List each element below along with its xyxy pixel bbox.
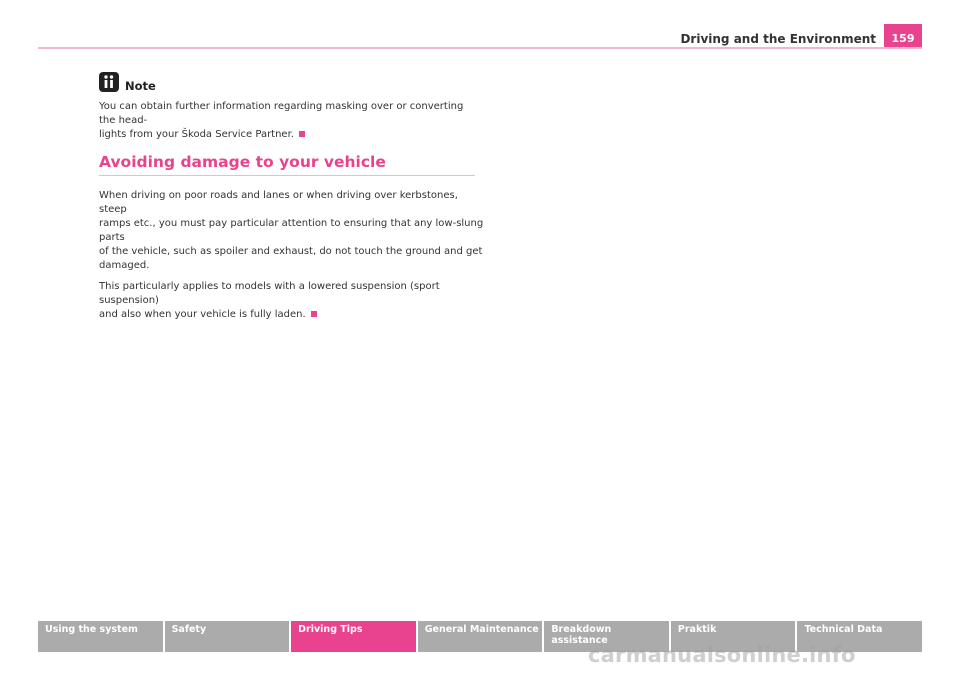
tab-driving-tips[interactable]: Driving Tips [291,621,416,652]
info-note-icon [99,72,119,92]
note-line: You can obtain further information regarding masking over or converting the head- [99,101,464,126]
paragraph-line: and also when your vehicle is fully laden. [99,309,306,320]
section-body [99,189,484,322]
note-text [99,100,479,142]
end-of-section-icon [299,131,305,137]
watermark: carmanualsonline.info [588,643,856,667]
header-rule [38,47,922,49]
paragraph-line: damaged. [99,260,150,271]
note-title: Note [125,79,156,93]
note-block [99,72,479,142]
paragraph-line: When driving on poor roads and lanes or when driving over kerbstones, steep [99,190,458,215]
end-of-section-icon [311,311,317,317]
paragraph-line: of the vehicle, such as spoiler and exhaust, do not touch the ground and get [99,246,483,257]
tab-safety[interactable]: Safety [165,621,290,652]
note-line: lights from your Škoda Service Partner. [99,129,294,140]
tab-technical-data[interactable]: Technical Data [797,621,922,652]
paragraph-2 [99,280,484,322]
tab-general-maintenance[interactable]: General Maintenance [418,621,543,652]
paragraph-line: This particularly applies to models with a lowered suspension (sport suspension) [99,281,440,306]
section-rule [99,175,475,176]
tab-praktik[interactable]: Praktik [671,621,796,652]
running-header-title: Driving and the Environment [680,32,876,46]
paragraph-1 [99,189,484,273]
tab-using-the-system[interactable]: Using the system [38,621,163,652]
page-number-badge: 159 [884,24,922,47]
paragraph-line: ramps etc., you must pay particular attention to ensuring that any low-slung parts [99,218,484,243]
section-heading: Avoiding damage to your vehicle [99,153,386,171]
note-header [99,72,479,92]
tab-breakdown-assistance[interactable]: Breakdown assistance [544,621,669,652]
